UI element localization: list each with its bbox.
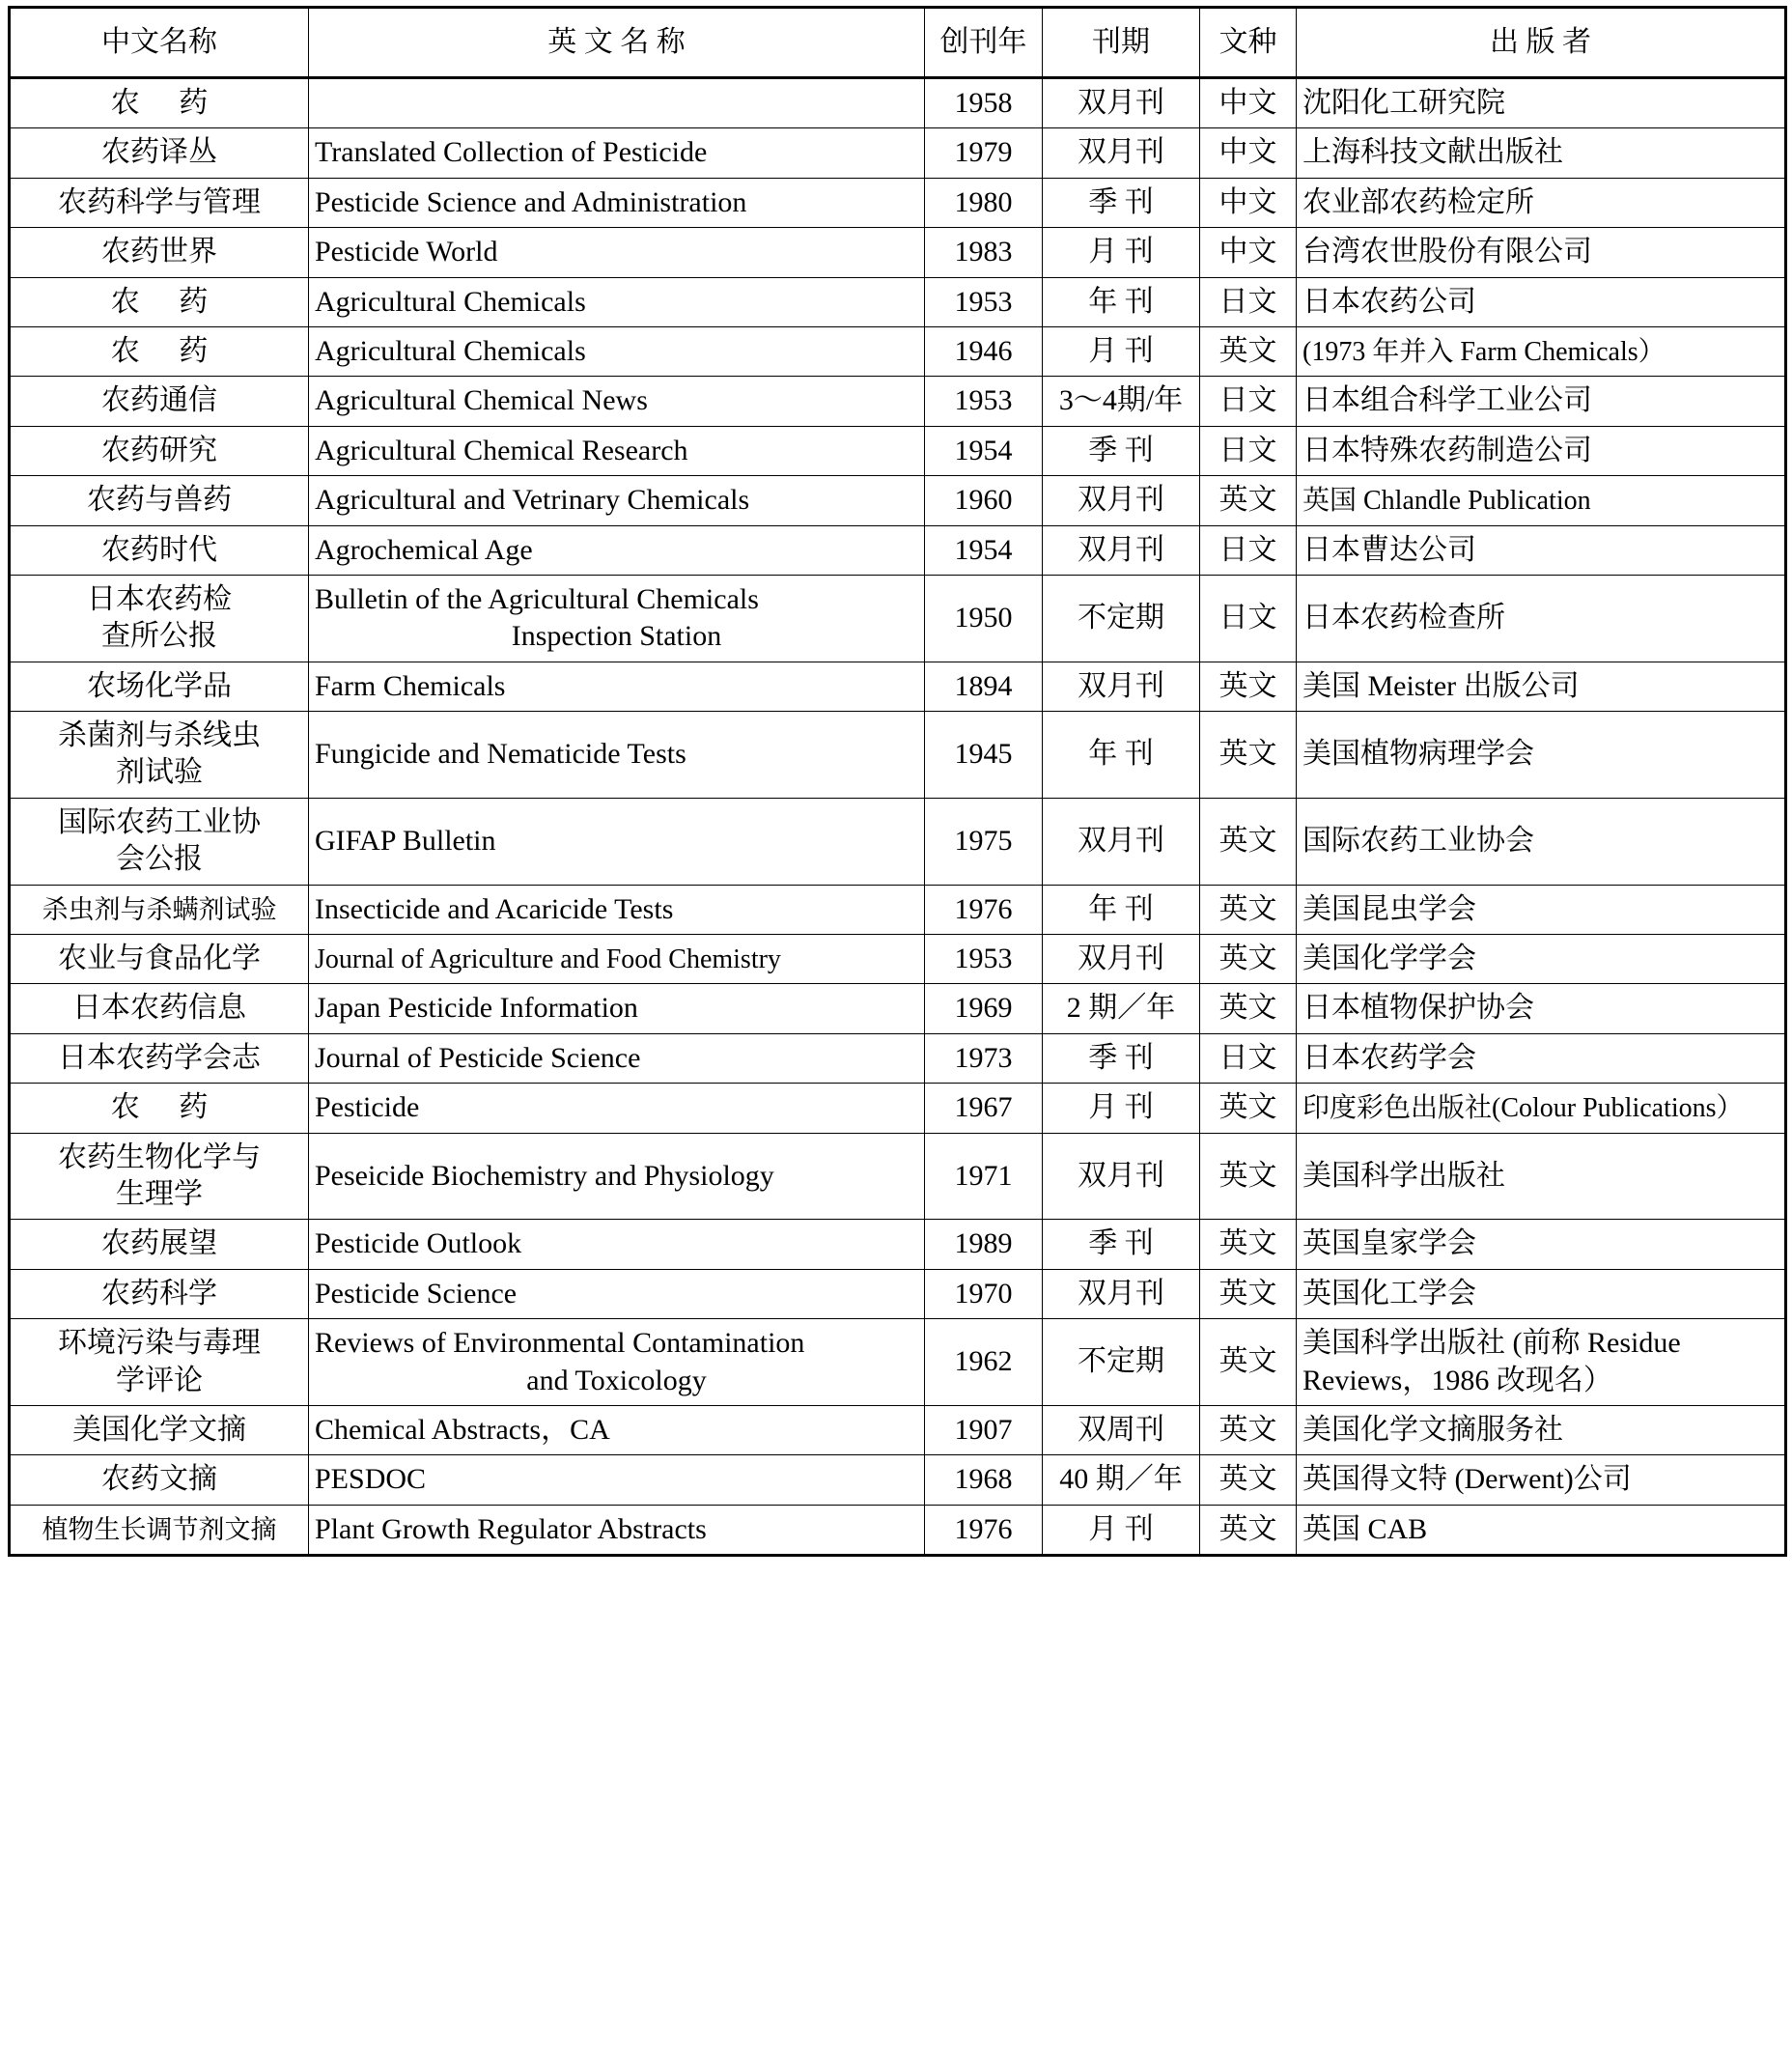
publisher-text: 日本曹达公司 (1302, 533, 1476, 566)
publisher-text: 英国 Chlandle Publication (1302, 486, 1591, 517)
cn-name-text: 农 药 (110, 87, 224, 119)
cell-language: 中文 (1200, 128, 1297, 178)
cell-language: 英文 (1200, 1084, 1297, 1133)
cell-frequency: 2 期／年 (1043, 984, 1200, 1033)
cell-founded-year: 1976 (925, 885, 1043, 934)
cell-publisher (1297, 476, 1786, 525)
publisher-text: 英国皇家学会 (1302, 1227, 1476, 1260)
cell-publisher (1297, 277, 1786, 326)
cell-en-name (309, 1455, 925, 1505)
cell-publisher (1297, 885, 1786, 934)
cell-language: 英文 (1200, 476, 1297, 525)
header-en-name: 英 文 名 称 (309, 8, 925, 78)
header-cn-name: 中文名称 (10, 8, 309, 78)
table-row (10, 984, 1786, 1033)
en-name-text: Agricultural Chemicals (315, 285, 586, 318)
cn-name-line2: 查所公报 (101, 620, 217, 653)
cell-language: 中文 (1200, 178, 1297, 227)
en-name-text: Agricultural Chemical Research (315, 434, 688, 466)
cell-publisher (1297, 1505, 1786, 1555)
cell-cn-name (10, 1084, 309, 1133)
cell-cn-name (10, 277, 309, 326)
table-body (10, 78, 1786, 1556)
cell-language: 英文 (1200, 1220, 1297, 1269)
cn-name-text: 农场化学品 (87, 669, 232, 702)
en-name-text: Agricultural Chemical News (315, 384, 648, 417)
publisher-text: 日本组合科学工业公司 (1302, 384, 1592, 417)
publisher-text: 日本特殊农药制造公司 (1302, 434, 1592, 466)
cell-cn-name (10, 885, 309, 934)
cell-frequency: 双月刊 (1043, 662, 1200, 711)
cell-founded-year: 1907 (925, 1405, 1043, 1454)
cell-en-name (309, 662, 925, 711)
cell-frequency: 双周刊 (1043, 1405, 1200, 1454)
cell-publisher (1297, 377, 1786, 426)
en-name-text: Agricultural Chemicals (315, 334, 586, 367)
cell-en-name (309, 712, 925, 799)
cell-publisher (1297, 228, 1786, 277)
table-header (10, 8, 1786, 78)
publisher-line1: 美国科学出版社 (前称 Residue (1302, 1327, 1681, 1360)
cell-publisher (1297, 1269, 1786, 1318)
cell-en-name (309, 228, 925, 277)
cell-frequency: 年 刊 (1043, 885, 1200, 934)
cell-publisher (1297, 525, 1786, 575)
en-name-text: Agrochemical Age (315, 533, 533, 566)
en-name-text: Plant Growth Regulator Abstracts (315, 1512, 707, 1545)
en-name-line1: Reviews of Environmental Contamination (315, 1327, 805, 1360)
cell-language: 中文 (1200, 228, 1297, 277)
cell-publisher (1297, 78, 1786, 128)
table-row (10, 78, 1786, 128)
cell-frequency: 3～4期/年 (1043, 377, 1200, 426)
en-name-text: Pesticide Science (315, 1277, 518, 1310)
cell-en-name (309, 476, 925, 525)
publisher-text: 美国科学出版社 (1302, 1159, 1505, 1192)
cell-en-name (309, 1220, 925, 1269)
cell-founded-year: 1954 (925, 426, 1043, 475)
cell-frequency: 双月刊 (1043, 1133, 1200, 1220)
en-name-text: Japan Pesticide Information (315, 992, 638, 1025)
en-name-text: Agricultural and Vetrinary Chemicals (315, 484, 750, 517)
table-row (10, 1405, 1786, 1454)
cn-name-line2: 生理学 (116, 1177, 203, 1210)
cell-cn-name (10, 1505, 309, 1555)
cell-language: 英文 (1200, 1405, 1297, 1454)
cell-language: 英文 (1200, 935, 1297, 984)
cell-en-name (309, 525, 925, 575)
cell-founded-year: 1962 (925, 1319, 1043, 1406)
cell-frequency: 月 刊 (1043, 1505, 1200, 1555)
table-row (10, 1084, 1786, 1133)
cell-founded-year: 1968 (925, 1455, 1043, 1505)
cn-name-text: 美国化学文摘 (72, 1413, 246, 1446)
header-frequency: 刊期 (1043, 8, 1200, 78)
header-row (10, 8, 1786, 78)
cell-cn-name (10, 1033, 309, 1083)
cell-en-name (309, 1133, 925, 1220)
cell-cn-name (10, 326, 309, 376)
cell-en-name (309, 885, 925, 934)
publisher-text: 英国 CAB (1302, 1512, 1428, 1545)
cn-name-text: 农 药 (110, 285, 224, 318)
table-row (10, 277, 1786, 326)
en-name-text: Fungicide and Nematicide Tests (315, 738, 686, 771)
cell-en-name (309, 377, 925, 426)
cell-cn-name (10, 712, 309, 799)
publisher-text: 美国化学文摘服务社 (1302, 1413, 1563, 1446)
cell-frequency: 双月刊 (1043, 128, 1200, 178)
cell-founded-year: 1953 (925, 277, 1043, 326)
cell-en-name (309, 128, 925, 178)
cell-en-name (309, 935, 925, 984)
cell-publisher (1297, 935, 1786, 984)
cn-name-text: 农药科学与管理 (58, 185, 261, 218)
cell-frequency: 季 刊 (1043, 426, 1200, 475)
cell-cn-name (10, 476, 309, 525)
publisher-text: 日本农药学会 (1302, 1041, 1476, 1074)
cell-cn-name (10, 1319, 309, 1406)
cell-frequency: 月 刊 (1043, 1084, 1200, 1133)
publisher-text: 美国 Meister 出版公司 (1302, 669, 1580, 702)
en-name-text: Journal of Agriculture and Food Chemistry (315, 944, 781, 975)
publisher-text: 农业部农药检定所 (1302, 185, 1534, 218)
cell-frequency: 不定期 (1043, 575, 1200, 662)
table-row (10, 326, 1786, 376)
cell-language: 中文 (1200, 78, 1297, 128)
cell-publisher (1297, 1220, 1786, 1269)
cell-language: 英文 (1200, 326, 1297, 376)
cn-name-line1: 日本农药检 (87, 582, 232, 615)
cell-language: 英文 (1200, 984, 1297, 1033)
cn-name-text: 杀虫剂与杀螨剂试验 (42, 894, 277, 924)
cn-name-text: 日本农药学会志 (58, 1041, 261, 1074)
cn-name-text: 农药与兽药 (87, 484, 232, 517)
cell-cn-name (10, 1220, 309, 1269)
en-name-text: Peseicide Biochemistry and Physiology (315, 1159, 774, 1192)
table-row (10, 476, 1786, 525)
cell-founded-year: 1894 (925, 662, 1043, 711)
table-row (10, 1033, 1786, 1083)
cell-founded-year: 1970 (925, 1269, 1043, 1318)
cell-publisher (1297, 575, 1786, 662)
table-row (10, 1220, 1786, 1269)
cell-language: 英文 (1200, 885, 1297, 934)
cell-cn-name (10, 228, 309, 277)
table-row (10, 885, 1786, 934)
cell-language: 日文 (1200, 426, 1297, 475)
cell-publisher (1297, 798, 1786, 885)
publisher-text: 沈阳化工研究院 (1302, 87, 1505, 119)
table-row (10, 128, 1786, 178)
en-name-text: Farm Chemicals (315, 669, 506, 702)
en-name-text: Translated Collection of Pesticide (315, 136, 708, 169)
cell-cn-name (10, 128, 309, 178)
table-row (10, 525, 1786, 575)
cell-language: 英文 (1200, 1455, 1297, 1505)
cell-en-name (309, 984, 925, 1033)
cell-founded-year: 1960 (925, 476, 1043, 525)
cell-frequency: 年 刊 (1043, 277, 1200, 326)
cell-language: 日文 (1200, 377, 1297, 426)
cell-frequency: 月 刊 (1043, 326, 1200, 376)
cell-language: 日文 (1200, 575, 1297, 662)
cell-en-name (309, 326, 925, 376)
cell-cn-name (10, 1133, 309, 1220)
en-name-text: Journal of Pesticide Science (315, 1041, 641, 1074)
cn-name-text: 农药展望 (101, 1227, 217, 1260)
cell-cn-name (10, 1405, 309, 1454)
cn-name-line2: 学评论 (116, 1364, 203, 1396)
cell-publisher (1297, 1319, 1786, 1406)
en-name-line2: Inspection Station (511, 620, 722, 653)
cn-name-text: 农 药 (110, 1091, 224, 1124)
cell-frequency: 不定期 (1043, 1319, 1200, 1406)
cell-founded-year: 1946 (925, 326, 1043, 376)
cn-name-text: 农药时代 (101, 533, 217, 566)
cell-frequency: 双月刊 (1043, 935, 1200, 984)
cell-frequency: 双月刊 (1043, 525, 1200, 575)
cell-founded-year: 1969 (925, 984, 1043, 1033)
publisher-text: 台湾农世股份有限公司 (1302, 236, 1592, 268)
cell-frequency: 季 刊 (1043, 178, 1200, 227)
cell-frequency: 年 刊 (1043, 712, 1200, 799)
cell-founded-year: 1967 (925, 1084, 1043, 1133)
cell-founded-year: 1973 (925, 1033, 1043, 1083)
cell-language: 英文 (1200, 1269, 1297, 1318)
header-founded-year: 创刊年 (925, 8, 1043, 78)
publisher-line2: Reviews，1986 改现名） (1302, 1364, 1612, 1396)
publisher-text: (1973 年并入 Farm Chemicals） (1302, 336, 1666, 367)
table-row (10, 935, 1786, 984)
cell-founded-year: 1950 (925, 575, 1043, 662)
cell-language: 英文 (1200, 1505, 1297, 1555)
cell-en-name (309, 575, 925, 662)
publisher-text: 英国得文特 (Derwent)公司 (1302, 1463, 1632, 1496)
cn-name-line1: 国际农药工业协 (58, 805, 261, 838)
cell-en-name (309, 1405, 925, 1454)
table-row (10, 178, 1786, 227)
cn-name-text: 农药世界 (101, 236, 217, 268)
cell-publisher (1297, 1133, 1786, 1220)
cell-language: 英文 (1200, 712, 1297, 799)
publisher-text: 上海科技文献出版社 (1302, 136, 1563, 169)
cell-cn-name (10, 78, 309, 128)
header-language: 文种 (1200, 8, 1297, 78)
table-row (10, 712, 1786, 799)
publisher-text: 美国昆虫学会 (1302, 892, 1476, 925)
publisher-text: 美国化学学会 (1302, 943, 1476, 975)
cell-cn-name (10, 798, 309, 885)
cn-name-text: 农药文摘 (101, 1463, 217, 1496)
cell-language: 英文 (1200, 662, 1297, 711)
header-publisher: 出 版 者 (1297, 8, 1786, 78)
en-name-text: Pesticide Science and Administration (315, 185, 747, 218)
cn-name-line2: 会公报 (116, 843, 203, 876)
cell-publisher (1297, 178, 1786, 227)
cell-founded-year: 1983 (925, 228, 1043, 277)
cell-founded-year: 1980 (925, 178, 1043, 227)
cell-publisher (1297, 712, 1786, 799)
cell-frequency: 双月刊 (1043, 78, 1200, 128)
cell-en-name (309, 1269, 925, 1318)
cell-en-name (309, 78, 925, 128)
cn-name-line2: 剂试验 (116, 756, 203, 789)
publisher-text: 日本农药检查所 (1302, 602, 1505, 634)
cell-frequency: 季 刊 (1043, 1220, 1200, 1269)
cell-frequency: 月 刊 (1043, 228, 1200, 277)
en-name-line1: Bulletin of the Agricultural Chemicals (315, 582, 759, 615)
cell-publisher (1297, 1405, 1786, 1454)
cell-en-name (309, 426, 925, 475)
cell-founded-year: 1953 (925, 377, 1043, 426)
cn-name-text: 农 药 (110, 334, 224, 367)
publisher-text: 日本植物保护协会 (1302, 992, 1534, 1025)
cell-cn-name (10, 377, 309, 426)
cell-language: 英文 (1200, 798, 1297, 885)
cell-publisher (1297, 1455, 1786, 1505)
cn-name-text: 农药译丛 (101, 136, 217, 169)
cell-language: 日文 (1200, 1033, 1297, 1083)
cell-publisher (1297, 1033, 1786, 1083)
cell-publisher (1297, 984, 1786, 1033)
cell-founded-year: 1989 (925, 1220, 1043, 1269)
cell-en-name (309, 1033, 925, 1083)
cell-en-name (309, 798, 925, 885)
table-row (10, 426, 1786, 475)
cell-publisher (1297, 128, 1786, 178)
cell-frequency: 双月刊 (1043, 1269, 1200, 1318)
cell-cn-name (10, 1455, 309, 1505)
cell-cn-name (10, 525, 309, 575)
en-name-text: Pesticide (315, 1091, 420, 1124)
table-row (10, 1133, 1786, 1220)
cn-name-line1: 农药生物化学与 (58, 1141, 261, 1173)
cell-founded-year: 1971 (925, 1133, 1043, 1220)
table-row (10, 798, 1786, 885)
cell-cn-name (10, 426, 309, 475)
table-row (10, 1269, 1786, 1318)
cn-name-text: 植物生长调节剂文摘 (42, 1514, 277, 1544)
cell-founded-year: 1958 (925, 78, 1043, 128)
cell-cn-name (10, 662, 309, 711)
publisher-text: 英国化工学会 (1302, 1277, 1476, 1310)
cell-en-name (309, 277, 925, 326)
en-name-text: PESDOC (315, 1463, 427, 1496)
cell-language: 日文 (1200, 277, 1297, 326)
en-name-line2: and Toxicology (526, 1364, 707, 1396)
cn-name-text: 农药科学 (101, 1277, 217, 1310)
cell-founded-year: 1945 (925, 712, 1043, 799)
en-name-text: Pesticide Outlook (315, 1227, 522, 1260)
table-row (10, 228, 1786, 277)
cell-cn-name (10, 984, 309, 1033)
cell-en-name (309, 1505, 925, 1555)
cn-name-text: 农药研究 (101, 434, 217, 466)
cell-language: 英文 (1200, 1133, 1297, 1220)
table-row (10, 575, 1786, 662)
table-row (10, 1319, 1786, 1406)
cell-en-name (309, 1319, 925, 1406)
journal-table (8, 6, 1787, 1557)
table-row (10, 377, 1786, 426)
en-name-text: Pesticide World (315, 236, 498, 268)
cell-en-name (309, 178, 925, 227)
cell-publisher (1297, 1084, 1786, 1133)
publisher-text: 印度彩色出版社(Colour Publications） (1302, 1093, 1744, 1124)
publisher-text: 美国植物病理学会 (1302, 738, 1534, 771)
cell-founded-year: 1976 (925, 1505, 1043, 1555)
cell-language: 日文 (1200, 525, 1297, 575)
cn-name-text: 日本农药信息 (72, 992, 246, 1025)
en-name-text: Insecticide and Acaricide Tests (315, 892, 674, 925)
publisher-text: 国际农药工业协会 (1302, 825, 1534, 858)
en-name-text: GIFAP Bulletin (315, 825, 496, 858)
cell-founded-year: 1954 (925, 525, 1043, 575)
cell-frequency: 40 期／年 (1043, 1455, 1200, 1505)
publisher-text: 日本农药公司 (1302, 285, 1476, 318)
cell-publisher (1297, 426, 1786, 475)
cell-cn-name (10, 178, 309, 227)
cell-frequency: 双月刊 (1043, 798, 1200, 885)
cell-en-name (309, 1084, 925, 1133)
cell-founded-year: 1953 (925, 935, 1043, 984)
cn-name-line1: 杀菌剂与杀线虫 (58, 719, 261, 752)
en-name-text: Chemical Abstracts，CA (315, 1413, 610, 1446)
cell-founded-year: 1975 (925, 798, 1043, 885)
cn-name-text: 农药通信 (101, 384, 217, 417)
table-row (10, 662, 1786, 711)
cell-frequency: 双月刊 (1043, 476, 1200, 525)
cn-name-line1: 环境污染与毒理 (58, 1327, 261, 1360)
cell-publisher (1297, 662, 1786, 711)
table-row (10, 1455, 1786, 1505)
cell-language: 英文 (1200, 1319, 1297, 1406)
cn-name-text: 农业与食品化学 (58, 943, 261, 975)
cell-publisher (1297, 326, 1786, 376)
cell-cn-name (10, 935, 309, 984)
cell-cn-name (10, 1269, 309, 1318)
cell-cn-name (10, 575, 309, 662)
table-row (10, 1505, 1786, 1555)
cell-frequency: 季 刊 (1043, 1033, 1200, 1083)
cell-founded-year: 1979 (925, 128, 1043, 178)
